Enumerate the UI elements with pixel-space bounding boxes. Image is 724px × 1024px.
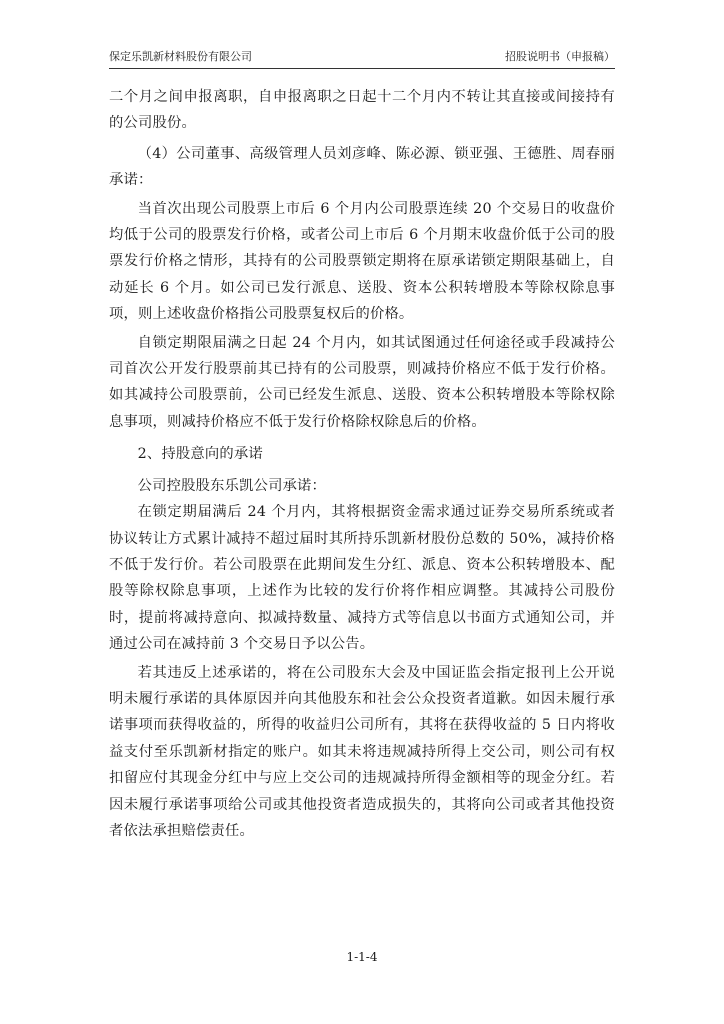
header-company-name: 保定乐凯新材料股份有限公司: [109, 50, 252, 63]
paragraph-controlling-shareholder: 公司控股股东乐凯公司承诺：: [137, 477, 327, 494]
paragraph-director-commitment-intro: （4）公司董事、高级管理人员刘彦峰、陈必源、锁亚强、王德胜、周春丽承诺：: [109, 145, 615, 189]
page-header: [109, 48, 615, 69]
header-document-title: 招股说明书（申报稿）: [505, 50, 615, 63]
paragraph-continuation: 二个月之间申报离职，自申报离职之日起十二个月内不转让其直接或间接持有的公司股份。: [109, 89, 615, 132]
paragraph-reduction-plan: 在锁定期届满后 24 个月内，其将根据资金需求通过证券交易所系统或者协议转让方式累计减持不超过届时其所持乐凯新材股份总数的 50%，减持价格不低于发行价。若公司股票在此期间发生分红、派息、资本公积转增股本、配股等除权除息事项，上述作为比较的发行价将作相应调整。其减持公司股份时，提前将减持意向、拟减持数量、减持方式等信息以书面方式通知公司，并通过公司在减持前 3 个交易日予以公告。: [109, 504, 615, 653]
paragraph-violation-consequences: 若其违反上述承诺的，将在公司股东大会及中国证监会指定报刊上公开说明未履行承诺的具体原因并向其他股东和社会公众投资者道歉。如因未履行承诺事项而获得收益的，所得的收益归公司所有，其将在获得收益的 5 日内将收益支付至乐凯新材指定的账户。如其未将违规减持所得上交公司，则公司有权扣留应付其现金分红中与应上交公司的违规减持所得金额相等的现金分红。若因未履行承诺事项给公司或其他投资者造成损失的，其将向公司或者其他投资者依法承担赔偿责任。: [109, 664, 615, 839]
page-number: 1-1-4: [346, 950, 378, 964]
section-heading-shareholding-intent: 2、持股意向的承诺: [137, 446, 263, 463]
paragraph-lockup-extension: 当首次出现公司股票上市后 6 个月内公司股票连续 20 个交易日的收盘价均低于公司的股票发行价格，或者公司上市后 6 个月期末收盘价低于公司的股票发行价格之情形，其持有的公司股票锁定期将在原承诺锁定期限基础上，自动延长 6 个月。如公司已发行派息、送股、资本公积转增股本等除权除息事项，则上述收盘价格指公司股票复权后的价格。: [109, 200, 615, 323]
paragraph-reduction-price: 自锁定期限届满之日起 24 个月内，如其试图通过任何途径或手段减持公司首次公开发行股票前其已持有的公司股票，则减持价格应不低于发行价格。如其减持公司股票前，公司已经发生派息、送股、资本公积转增股本等除权除息事项，则减持价格应不低于发行价格除权除息后的价格。: [109, 334, 615, 430]
document-body: [109, 84, 615, 844]
